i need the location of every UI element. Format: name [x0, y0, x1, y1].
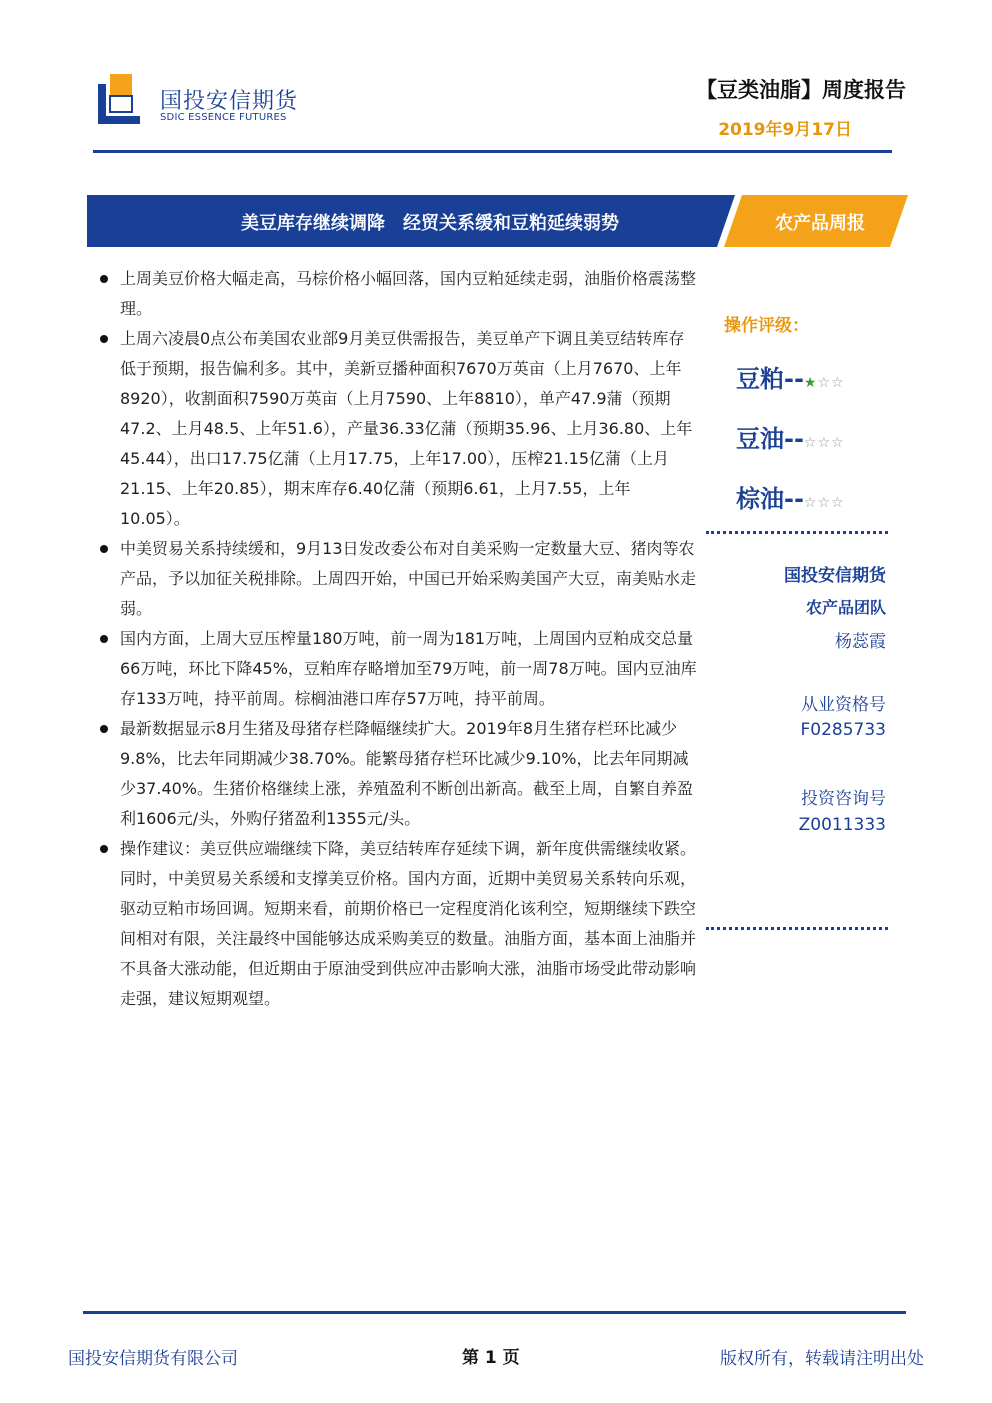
bullet-icon	[100, 275, 108, 283]
rating-palmoil	[736, 479, 845, 514]
bullet-text: 操作建议：美豆供应端继续下降，美豆结转库存延续下调，新年度供需继续收紧。同时，中美贸易关系缓和支撑美豆价格。国内方面，近期中美贸易关系转向乐观，驱动豆粕市场回调。短期来看，前期价格已一定程度消化该利空，短期继续下跌空间相对有限，关注最终中国能够达成采购美豆的数量。油脂方面，基本面上油脂并不具备大涨动能，但近期由于原油受到供应冲击影响大涨，油脂市场受此带动影响走强，建议短期观望。	[120, 839, 697, 1008]
rating-name: 豆粕--	[736, 365, 804, 393]
bullet-text: 上周六凌晨0点公布美国农业部9月美豆供需报告，美豆单产下调且美豆结转库存低于预期，报告偏利多。其中，美新豆播种面积7670万英亩（上月7670、上年8920），收割面积7590万英亩（上月7590、上年8810），单产47.9蒲（预期47.2、上月48.5、上年51.6），产量36.33亿蒲（预期35.96、上月36.80、上年45.44），出口17.75亿蒲（上月17.75，上年17.00），压榨21.15亿蒲（上月21.15、上年20.85），期末库存6.40亿蒲（预期6.61，上月7.55，上年10.05）。	[120, 329, 693, 528]
bullet-text: 最新数据显示8月生猪及母猪存栏降幅继续扩大。2019年8月生猪存栏环比减少9.8%，比去年同期减少38.70%。能繁母猪存栏环比减少9.10%，比去年同期减少37.40%。生猪价格继续上涨，养殖盈利不断创出新高。截至上周，自繁自养盈利1606元/头，外购仔猪盈利1355元/头。	[120, 719, 694, 828]
header-divider	[93, 150, 892, 153]
star-icon: ★☆☆	[803, 375, 845, 391]
bullet-text: 中美贸易关系持续缓和，9月13日发改委公布对自美采购一定数量大豆、猪肉等农产品，予以加征关税排除。上周四开始，中国已开始采购美国产大豆，南美贴水走弱。	[120, 539, 697, 618]
star-icon: ☆☆☆	[803, 435, 845, 451]
rating-label: 操作评级：	[724, 316, 809, 336]
bullet-icon	[100, 545, 108, 553]
bullet-icon	[100, 635, 108, 643]
sidebar-advisor-number: Z0011333	[798, 815, 886, 835]
bullet-icon	[100, 335, 108, 343]
bullet-item	[100, 264, 700, 324]
banner-tag: 农产品周报	[775, 213, 865, 234]
sidebar-divider	[706, 531, 888, 534]
company-logo-icon	[98, 74, 140, 124]
bullet-icon	[100, 725, 108, 733]
bullet-item	[100, 834, 700, 1014]
sidebar-analyst: 杨蕊霞	[835, 632, 886, 652]
logo-chinese-name: 国投安信期货	[160, 89, 299, 114]
report-date: 2019年9月17日	[718, 120, 852, 140]
sidebar-cert-number: F0285733	[800, 720, 886, 740]
bullet-item	[100, 324, 700, 534]
sidebar-team: 农产品团队	[805, 598, 886, 617]
sidebar-cert-label: 从业资格号	[801, 695, 886, 715]
bullet-item	[100, 534, 700, 624]
sidebar-company: 国投安信期货	[784, 566, 886, 586]
star-icon: ☆☆☆	[803, 495, 845, 511]
banner-title: 美豆库存继续调降 经贸关系缓和豆粕延续弱势	[241, 213, 619, 234]
footer-copyright: 版权所有，转载请注明出处	[720, 1349, 924, 1369]
rating-name: 豆油--	[736, 425, 804, 453]
logo-english-name: SDIC ESSENCE FUTURES	[160, 112, 287, 123]
bullet-item	[100, 624, 700, 714]
rating-name: 棕油--	[736, 485, 804, 513]
summary-bullets	[100, 264, 700, 1014]
rating-soymeal	[736, 359, 845, 394]
report-type-title: 【豆类油脂】周度报告	[696, 78, 906, 102]
bullet-item	[100, 714, 700, 834]
sidebar-advisor-label: 投资咨询号	[801, 789, 886, 809]
sidebar-divider	[706, 927, 888, 930]
bullet-text: 国内方面，上周大豆压榨量180万吨，前一周为181万吨，上周国内豆粕成交总量66万吨，环比下降45%，豆粕库存略增加至79万吨，前一周78万吨。国内豆油库存133万吨，持平前周。棕榈油港口库存57万吨，持平前周。	[120, 629, 697, 708]
bullet-icon	[100, 845, 108, 853]
footer-divider	[83, 1311, 906, 1314]
rating-soyoil	[736, 419, 845, 454]
footer-company: 国投安信期货有限公司	[68, 1349, 238, 1369]
bullet-text: 上周美豆价格大幅走高，马棕价格小幅回落，国内豆粕延续走弱，油脂价格震荡整理。	[120, 269, 697, 318]
page-number: 第 1 页	[462, 1348, 520, 1368]
